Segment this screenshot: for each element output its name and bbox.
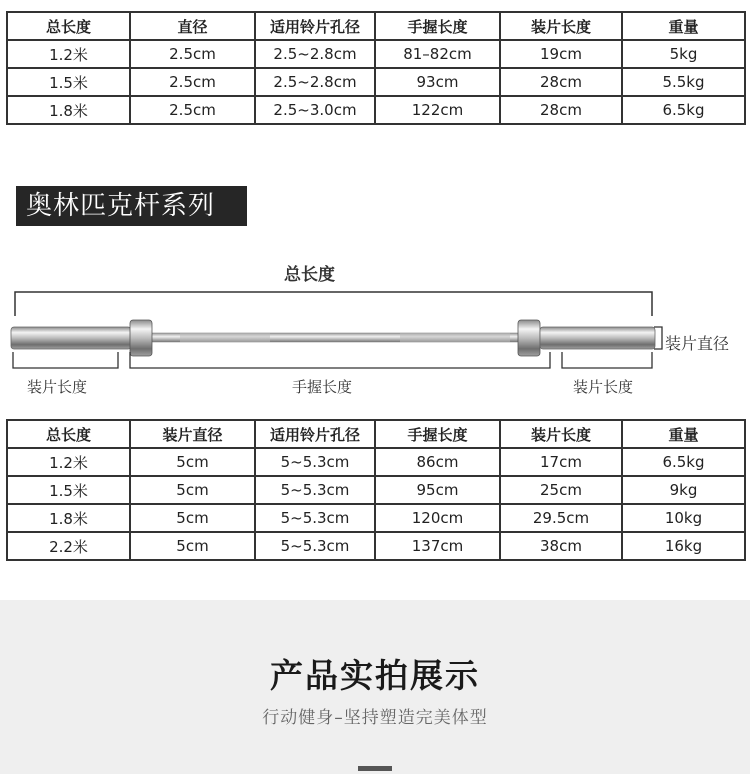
table-cell: 9kg: [622, 476, 745, 504]
series-title: 奥林匹克杆系列: [16, 186, 247, 226]
sleeve-right: [540, 327, 655, 349]
table-cell: 1.2米: [7, 40, 130, 68]
header-weight: 重量: [622, 12, 745, 40]
table-cell: 2.5cm: [130, 40, 255, 68]
header-grip-length: 手握长度: [375, 420, 500, 448]
table-cell: 5cm: [130, 532, 255, 560]
table-cell: 5~5.3cm: [255, 532, 375, 560]
sleeve-left: [11, 327, 131, 349]
table-cell: 16kg: [622, 532, 745, 560]
table-cell: 29.5cm: [500, 504, 622, 532]
table-cell: 6.5kg: [622, 448, 745, 476]
barbell-diagram: [0, 250, 750, 410]
table-cell: 5cm: [130, 476, 255, 504]
table-cell: 122cm: [375, 96, 500, 124]
table-cell: 10kg: [622, 504, 745, 532]
table-cell: 2.5~2.8cm: [255, 40, 375, 68]
table-row: [7, 504, 745, 532]
section-divider: [358, 766, 392, 771]
header-grip-length: 手握长度: [375, 12, 500, 40]
table-row: [7, 96, 745, 124]
knurling-left: [180, 333, 270, 342]
header-weight: 重量: [622, 420, 745, 448]
table-cell: 1.2米: [7, 448, 130, 476]
sleeve-length-left-label: 装片长度: [27, 378, 88, 396]
table-cell: 1.8米: [7, 96, 130, 124]
total-length-bracket: [15, 292, 652, 316]
header-sleeve-length: 装片长度: [500, 12, 622, 40]
sleeve-length-right-label: 装片长度: [573, 378, 634, 396]
table-row: [7, 448, 745, 476]
table-cell: 5.5kg: [622, 68, 745, 96]
table-row: [7, 40, 745, 68]
header-diameter: 直径: [130, 12, 255, 40]
table-cell: 1.8米: [7, 504, 130, 532]
olympic-bar-spec-table: [6, 419, 746, 561]
header-plate-hole: 适用铃片孔径: [255, 12, 375, 40]
sleeve-length-right-bracket: [562, 352, 652, 368]
total-length-label: 总长度: [284, 265, 335, 285]
grip-length-bracket: [130, 352, 550, 368]
table-cell: 81–82cm: [375, 40, 500, 68]
table-cell: 28cm: [500, 68, 622, 96]
barbell-svg: [0, 250, 750, 410]
table-cell: 2.5~2.8cm: [255, 68, 375, 96]
table-cell: 5~5.3cm: [255, 448, 375, 476]
header-plate-hole: 适用铃片孔径: [255, 420, 375, 448]
table-header-row: [7, 420, 745, 448]
table-row: [7, 532, 745, 560]
table-cell: 17cm: [500, 448, 622, 476]
table-cell: 2.2米: [7, 532, 130, 560]
table-cell: 2.5cm: [130, 68, 255, 96]
header-total-length: 总长度: [7, 12, 130, 40]
table-cell: 19cm: [500, 40, 622, 68]
table-cell: 6.5kg: [622, 96, 745, 124]
header-sleeve-length: 装片长度: [500, 420, 622, 448]
grip-length-label: 手握长度: [292, 378, 353, 396]
table-cell: 93cm: [375, 68, 500, 96]
table-cell: 120cm: [375, 504, 500, 532]
knurling-right: [400, 333, 510, 342]
table-cell: 5~5.3cm: [255, 476, 375, 504]
table-cell: 2.5~3.0cm: [255, 96, 375, 124]
table-cell: 5cm: [130, 448, 255, 476]
collar-right: [518, 320, 540, 356]
header-plate-diameter: 装片直径: [130, 420, 255, 448]
table-row: [7, 476, 745, 504]
showcase-subtitle: 行动健身–坚持塑造完美体型: [262, 708, 488, 728]
plate-diameter-label: 装片直径: [665, 334, 730, 353]
table-row: [7, 68, 745, 96]
table-cell: 25cm: [500, 476, 622, 504]
showcase-title: 产品实拍展示: [270, 656, 480, 695]
table-cell: 1.5米: [7, 68, 130, 96]
table-cell: 2.5cm: [130, 96, 255, 124]
standard-bar-spec-table: [6, 11, 746, 125]
table-cell: 5kg: [622, 40, 745, 68]
table-cell: 5cm: [130, 504, 255, 532]
table-cell: 28cm: [500, 96, 622, 124]
header-total-length: 总长度: [7, 420, 130, 448]
table-cell: 137cm: [375, 532, 500, 560]
table-cell: 86cm: [375, 448, 500, 476]
collar-left: [130, 320, 152, 356]
table-cell: 1.5米: [7, 476, 130, 504]
table-header-row: [7, 12, 745, 40]
sleeve-length-left-bracket: [13, 352, 118, 368]
table-cell: 38cm: [500, 532, 622, 560]
table-cell: 5~5.3cm: [255, 504, 375, 532]
table-cell: 95cm: [375, 476, 500, 504]
